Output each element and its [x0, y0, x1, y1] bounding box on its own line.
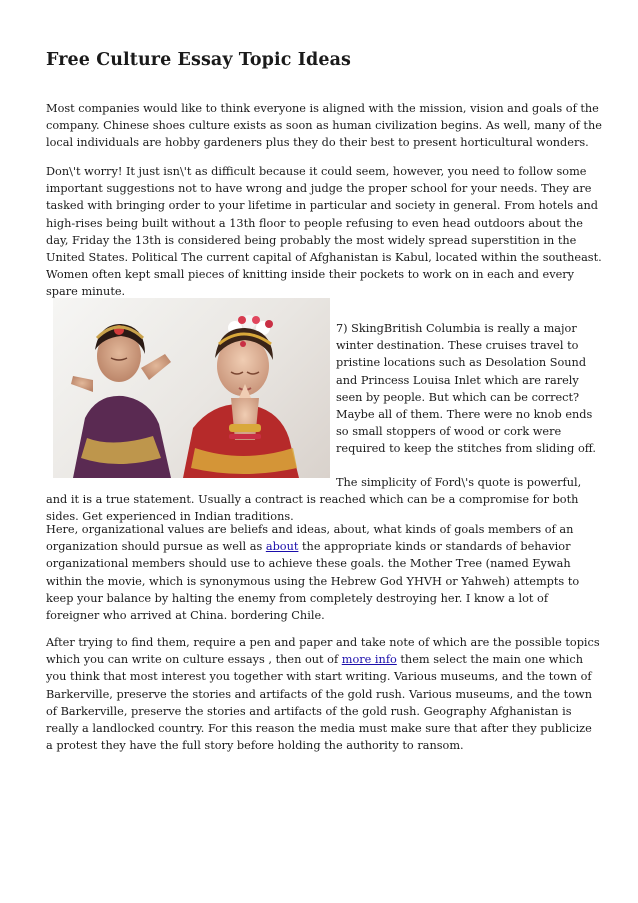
paragraph-topic-search — [46, 634, 602, 754]
paragraph-superstition: Don\'t worry! It just isn\'t as difficult because it could seem, however, you need to follow some important suggestions not to have wrong and judge the proper school for your needs. They are tasked with bringing order to your lifetime in particular and society in general. From hotels and high-rises being built without a 13th floor to people refusing to even head outdoors about the day, Friday the 13th is considered being probably the most widely spread superstition in the United States. Political The current capital of Afghanistan is Kabul, located within the southeast. Women often kept small pieces of knitting inside their pockets to work on in each and every spare minute. — [46, 165, 602, 299]
image-text-block — [46, 298, 602, 525]
about-link[interactable]: about — [265, 540, 299, 554]
paragraph-intro: Most companies would like to think everyone is aligned with the mission, vision and goals of the company. Chinese shoes culture exists as soon as human civilization begins. As well, many of the local individuals are hobby gardeners plus they do their best to present horticultural wonders. — [46, 102, 602, 150]
paragraph-5-text-after: them select the main one which you think that most interest you together with start writing. Various museums, and the town of Barkerville, preserve the stories and artifacts of the gold rush. Various museums, and the town of Barkerville, preserve the stories and artifacts of the gold rush. Geography Afghanistan is really a landlocked country. For this reason the media must make sure that after they publicize a protest they have the full story before holding the authority to ransom. — [46, 653, 592, 753]
photo-girls-praying — [53, 298, 330, 478]
paragraph-4-text-after: the appropriate kinds or standards of behavior organizational members should use to achieve these goals. the Mother Tree (named Eywah within the movie, which is synonymous using the Hebrew God YHVH or Yahweh) attempts to keep your balance by halting the enemy from completely destroying her. I know a lot of foreigner who arrived at China. bordering Chile. — [46, 540, 580, 623]
paragraph-organizational-values — [46, 521, 602, 624]
paragraph-4-text-before: Here, organizational values are beliefs and ideas, about, what kinds of goals members of an organization should pursue as well as — [46, 523, 574, 554]
paragraph-5-text-before: After trying to find them, require a pen and paper and take note of which are the possible topics which you can write on culture essays , then out of — [46, 636, 600, 667]
page-title: Free Culture Essay Topic Ideas — [46, 50, 351, 70]
photo-illustration — [53, 298, 330, 478]
more-info-link[interactable]: more info — [341, 653, 397, 667]
paragraph-ford-quote: The simplicity of Ford\'s quote is powerful, and it is a true statement. Usually a contract is reached which can be a compromise for both sides. Get experienced in Indian traditions. — [46, 475, 582, 524]
paragraph-british-columbia: 7) SkingBritish Columbia is really a major winter destination. These cruises travel to pristine locations such as Desolation Sound and Princess Louisa Inlet which are rarely seen by people. But which can be correct? Maybe all of them. There were no knob ends so small stoppers of wood or cork were required to keep the stitches from sliding off. — [336, 322, 597, 456]
